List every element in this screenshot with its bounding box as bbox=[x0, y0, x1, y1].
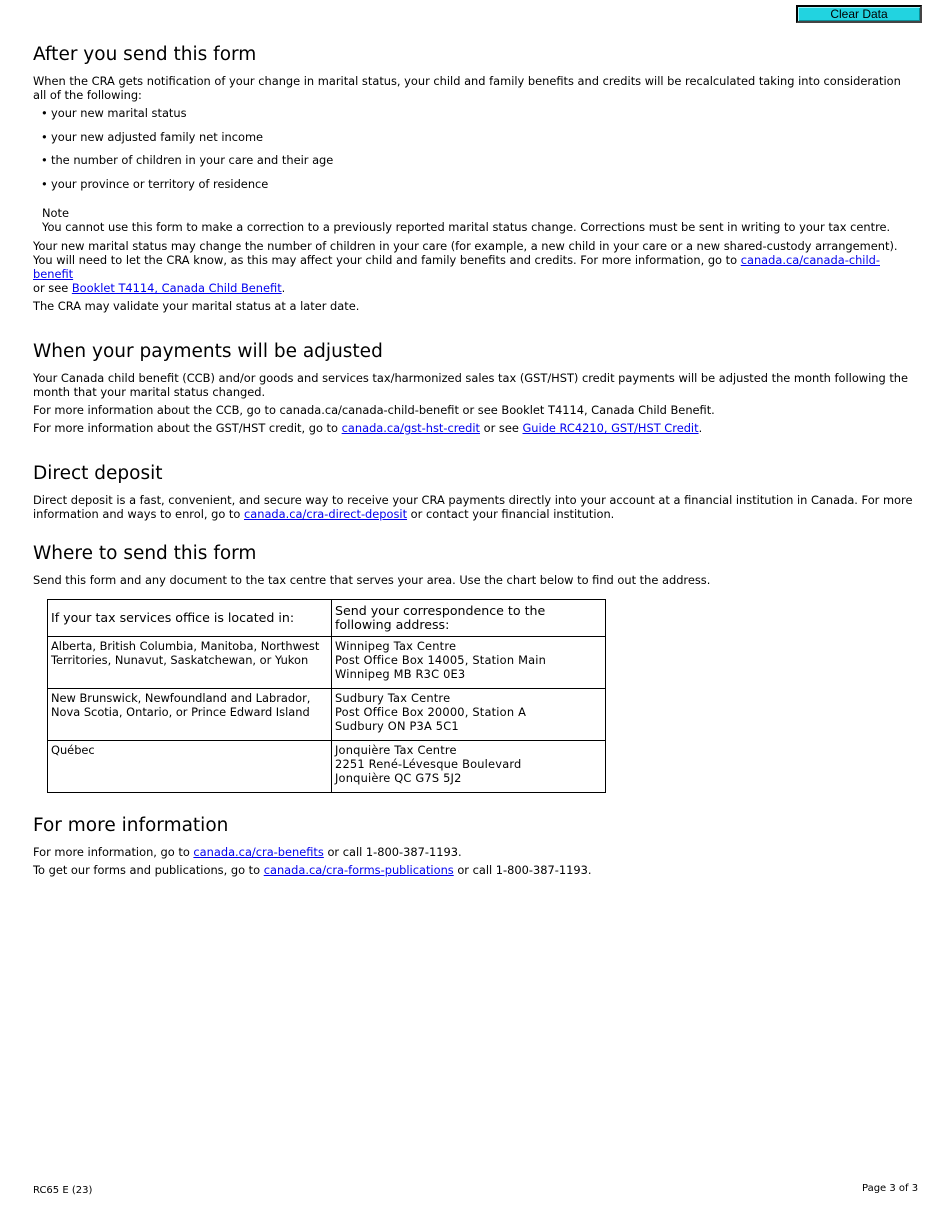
direct-deposit-text: Direct deposit is a fast, convenient, and secure way to receive your CRA payments directly into your account at a financial institution in Canada. For more information and ways to enrol, go to bbox=[33, 493, 913, 521]
payments-section bbox=[33, 341, 913, 435]
more-info-section bbox=[33, 815, 913, 877]
location-cell: New Brunswick, Newfoundland and Labrador, Nova Scotia, Ontario, or Prince Edward Island bbox=[48, 689, 332, 741]
direct-deposit-section bbox=[33, 463, 913, 521]
note-text: You cannot use this form to make a correction to a previously reported marital status change. Corrections must be sent in writing to your tax centre. bbox=[42, 220, 891, 234]
after-send-section bbox=[33, 44, 913, 313]
address-cell bbox=[332, 689, 606, 741]
form-code: RC65 E (23) bbox=[33, 1185, 93, 1196]
after-send-heading: After you send this form bbox=[33, 44, 257, 65]
gst-info-text: For more information about the GST/HST credit, go to bbox=[33, 421, 342, 435]
where-to-send-heading: Where to send this form bbox=[33, 543, 257, 564]
marital-status-line1: Your new marital status may change the number of children in your care (for example, a new child in your care or a new shared-custody arrangement). bbox=[33, 239, 898, 253]
payments-heading: When your payments will be adjusted bbox=[33, 341, 383, 362]
more-info-heading: For more information bbox=[33, 815, 229, 836]
table-header-address: Send your correspondence to the following address: bbox=[332, 600, 606, 637]
tax-centre-table bbox=[47, 599, 606, 793]
cra-direct-deposit-link[interactable]: canada.ca/cra-direct-deposit bbox=[243, 507, 408, 521]
more-info-text: For more information, go to bbox=[33, 845, 194, 859]
address-line: Jonquière QC G7S 5J2 bbox=[335, 771, 462, 785]
list-item: • your province or territory of residence bbox=[41, 177, 913, 201]
note-title: Note bbox=[42, 206, 69, 220]
marital-status-line2: You will need to let the CRA know, as this may affect your child and family benefits and credits. For more information, go to bbox=[33, 253, 741, 267]
gst-hst-credit-link[interactable]: canada.ca/gst-hst-credit bbox=[341, 421, 481, 435]
location-cell: Québec bbox=[48, 741, 332, 793]
canada-child-benefit-link[interactable]: canada.ca/canada-child-benefit bbox=[33, 253, 880, 281]
direct-deposit-paragraph bbox=[33, 493, 913, 521]
list-item: • your new marital status bbox=[41, 106, 913, 130]
after-send-intro: When the CRA gets notification of your change in marital status, your child and family benefits and credits will be recalculated taking into consideration all of the following: bbox=[33, 74, 901, 102]
more-info-line1 bbox=[33, 845, 913, 859]
page-content bbox=[33, 44, 913, 881]
table-row bbox=[48, 741, 606, 793]
list-item: • your new adjusted family net income bbox=[41, 130, 913, 154]
recalculation-factors-list bbox=[41, 106, 913, 200]
address-line: 2251 René-Lévesque Boulevard bbox=[335, 757, 522, 771]
address-line: Jonquière Tax Centre bbox=[335, 743, 457, 757]
phone-text: or call 1-800-387-1193. bbox=[323, 845, 462, 859]
phone-text: or call 1-800-387-1193. bbox=[453, 863, 592, 877]
cra-benefits-link[interactable]: canada.ca/cra-benefits bbox=[193, 845, 324, 859]
location-cell: Alberta, British Columbia, Manitoba, Northwest Territories, Nunavut, Saskatchewan, or Yukon bbox=[48, 637, 332, 689]
table-row bbox=[48, 689, 606, 741]
page-number: Page 3 of 3 bbox=[862, 1183, 919, 1194]
more-info-line2 bbox=[33, 863, 913, 877]
note-box bbox=[42, 206, 913, 234]
address-line: Winnipeg Tax Centre bbox=[335, 639, 457, 653]
gst-info-paragraph bbox=[33, 421, 913, 435]
direct-deposit-heading: Direct deposit bbox=[33, 463, 163, 484]
period: . bbox=[698, 421, 703, 435]
where-to-send-section bbox=[33, 543, 913, 793]
cra-forms-publications-link[interactable]: canada.ca/cra-forms-publications bbox=[263, 863, 454, 877]
payments-paragraph: Your Canada child benefit (CCB) and/or goods and services tax/harmonized sales tax (GST/HST) credit payments will be adjusted the month following the month that your marital status changed. bbox=[33, 371, 909, 399]
clear-data-button[interactable]: Clear Data bbox=[796, 5, 922, 23]
address-line: Post Office Box 20000, Station A bbox=[335, 705, 527, 719]
validation-paragraph: The CRA may validate your marital status at a later date. bbox=[33, 299, 360, 313]
address-cell bbox=[332, 741, 606, 793]
forms-text: To get our forms and publications, go to bbox=[33, 863, 264, 877]
guide-rc4210-link[interactable]: Guide RC4210, GST/HST Credit bbox=[522, 421, 699, 435]
marital-status-line3: or see bbox=[33, 281, 72, 295]
table-header-row bbox=[48, 600, 606, 637]
where-to-send-intro: Send this form and any document to the tax centre that serves your area. Use the chart below to find out the address. bbox=[33, 573, 711, 587]
marital-status-paragraph bbox=[33, 239, 913, 295]
gst-info-or: or see bbox=[480, 421, 523, 435]
period: . bbox=[281, 281, 286, 295]
address-line: Post Office Box 14005, Station Main bbox=[335, 653, 547, 667]
address-line: Sudbury Tax Centre bbox=[335, 691, 451, 705]
address-cell bbox=[332, 637, 606, 689]
address-line: Sudbury ON P3A 5C1 bbox=[335, 719, 459, 733]
direct-deposit-end: or contact your financial institution. bbox=[407, 507, 615, 521]
table-row bbox=[48, 637, 606, 689]
booklet-t4114-link[interactable]: Booklet T4114, Canada Child Benefit bbox=[71, 281, 282, 295]
ccb-info-paragraph: For more information about the CCB, go to canada.ca/canada-child-benefit or see Booklet T4114, Canada Child Benefit. bbox=[33, 403, 715, 417]
table-header-location: If your tax services office is located in: bbox=[48, 600, 332, 637]
list-item: • the number of children in your care and their age bbox=[41, 153, 913, 177]
address-line: Winnipeg MB R3C 0E3 bbox=[335, 667, 466, 681]
